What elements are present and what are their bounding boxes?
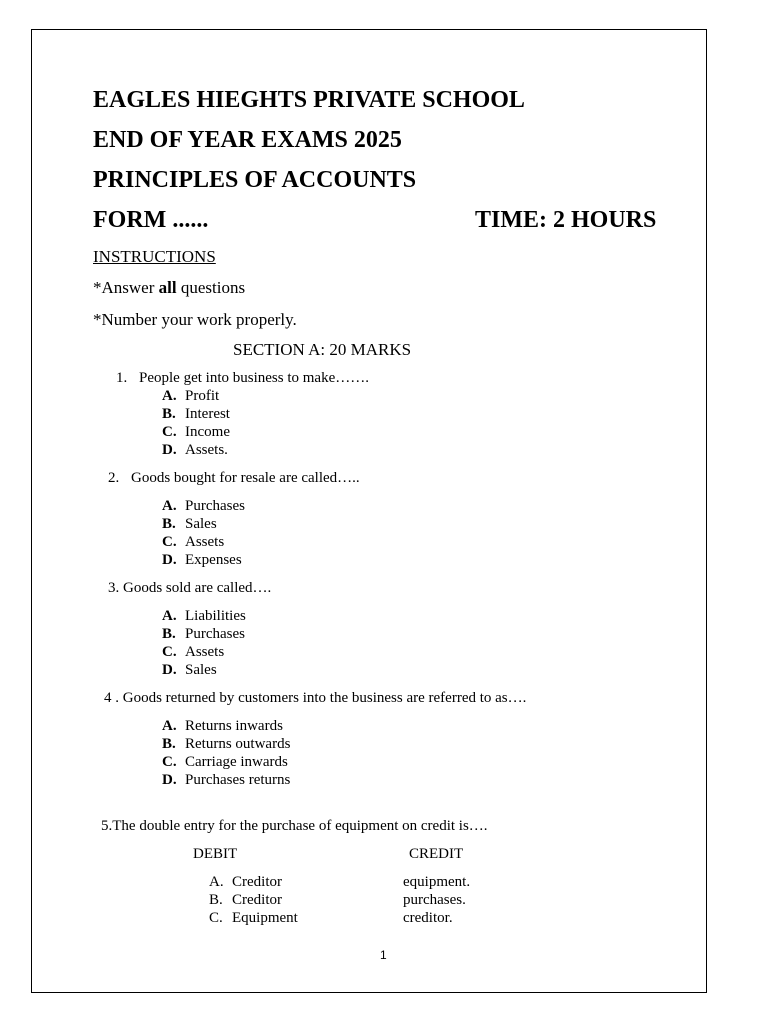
credit-entry: equipment. [403,874,471,890]
time-label: TIME: 2 HOURS [475,207,657,233]
question-text: Goods returned by customers into the business are referred to as…. [122,690,527,706]
debit-entry: Creditor [232,874,282,890]
question-2 [108,470,360,487]
option: A. Returns inwards [162,718,283,734]
question-1 [116,370,369,387]
form-label: FORM ...... [93,207,209,233]
option: D. Assets. [162,442,228,458]
credit-entry: creditor. [403,910,453,926]
instruction-2: *Number your work properly. [93,310,297,329]
question-5 [101,818,488,835]
question-text: Goods sold are called…. [123,580,272,596]
option: C. Carriage inwards [162,754,288,770]
subject-title: PRINCIPLES OF ACCOUNTS [93,167,417,193]
question-number: 4 . [104,690,119,706]
question-number: 5. [101,818,113,834]
debit-entry: Equipment [232,910,298,926]
question-number: 3. [108,580,120,596]
option: C. Assets [162,534,225,550]
question-number: 2. [108,470,120,486]
school-name: EAGLES HIEGHTS PRIVATE SCHOOL [93,87,525,113]
question-text: Goods bought for resale are called….. [131,470,360,486]
option: B. Purchases [162,626,245,642]
option: D. Sales [162,662,217,678]
option: A. Creditor [209,874,282,890]
option: A. Liabilities [162,608,246,624]
exam-title: END OF YEAR EXAMS 2025 [93,127,402,153]
option: B. Interest [162,406,230,422]
option: B. Creditor [209,892,282,908]
question-text: The double entry for the purchase of equipment on credit is…. [112,818,488,834]
question-text: People get into business to make……. [139,370,369,386]
option: C. Equipment [209,910,298,926]
option: C. Income [162,424,230,440]
option: B. Returns outwards [162,736,291,752]
instructions-title: INSTRUCTIONS [93,247,216,266]
debit-header: DEBIT [193,846,238,862]
credit-entry: purchases. [403,892,466,908]
question-4 [104,690,526,707]
option: A. Profit [162,388,220,404]
question-3 [108,580,271,597]
option: C. Assets [162,644,225,660]
option: D. Expenses [162,552,242,568]
option: A. Purchases [162,498,245,514]
credit-header: CREDIT [409,846,464,862]
question-number: 1. [116,370,128,386]
instruction-1: *Answer all questions [93,278,246,297]
page-number: 1 [380,948,387,962]
debit-entry: Creditor [232,892,282,908]
section-title: SECTION A: 20 MARKS [233,340,412,359]
option: D. Purchases returns [162,772,291,788]
option: B. Sales [162,516,217,532]
